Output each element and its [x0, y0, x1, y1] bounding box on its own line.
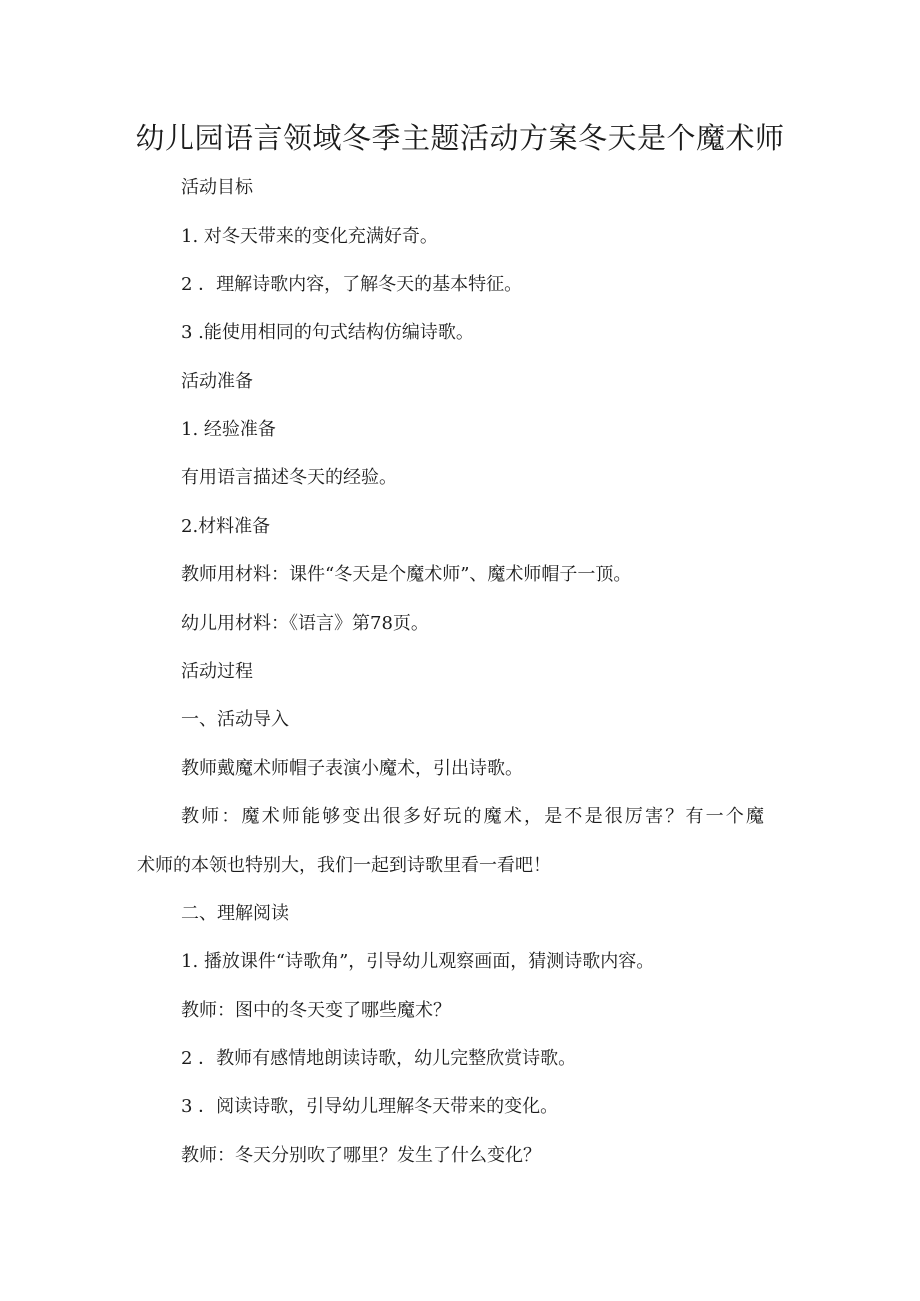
- teacher-dialogue-line-1: 教师：魔术师能够变出很多好玩的魔术，是不是很厉害？有一个魔: [181, 806, 764, 827]
- teacher-question-2: 教师：冬天分别吹了哪里？发生了什么变化？: [181, 1145, 541, 1166]
- goal-item-1: 1. 对冬天带来的变化充满好奇。: [181, 226, 438, 247]
- section-heading-preparation: 活动准备: [181, 371, 253, 392]
- teacher-materials-text: 教师用材料：课件“冬天是个魔术师”、魔术师帽子一顶。: [181, 564, 632, 585]
- preparation-item-materials: 2.材料准备: [181, 516, 271, 537]
- teacher-question-1: 教师：图中的冬天变了哪些魔术？: [181, 1000, 451, 1021]
- process-step-intro: 一、活动导入: [181, 709, 289, 730]
- intro-text: 教师戴魔术师帽子表演小魔术，引出诗歌。: [181, 758, 523, 779]
- teacher-dialogue-line-2: 术师的本领也特别大，我们一起到诗歌里看一看吧！: [137, 855, 551, 876]
- preparation-item-experience: 1. 经验准备: [181, 419, 276, 440]
- goal-item-3: 3 .能使用相同的句式结构仿编诗歌。: [181, 322, 474, 343]
- section-heading-goals: 活动目标: [181, 177, 253, 198]
- preparation-experience-text: 有用语言描述冬天的经验。: [181, 467, 397, 488]
- document-title: 幼儿园语言领域冬季主题活动方案冬天是个魔术师: [135, 121, 785, 155]
- reading-item-3: 3 ．阅读诗歌，引导幼儿理解冬天带来的变化。: [181, 1096, 559, 1117]
- reading-item-1: 1. 播放课件“诗歌角”，引导幼儿观察画面，猜测诗歌内容。: [181, 951, 655, 972]
- child-materials-text: 幼儿用材料：《语言》第78页。: [181, 613, 429, 634]
- section-heading-process: 活动过程: [181, 661, 253, 682]
- goal-item-2: 2 ．理解诗歌内容，了解冬天的基本特征。: [181, 274, 523, 295]
- process-step-reading: 二、理解阅读: [181, 903, 289, 924]
- reading-item-2: 2 ．教师有感情地朗读诗歌，幼儿完整欣赏诗歌。: [181, 1048, 577, 1069]
